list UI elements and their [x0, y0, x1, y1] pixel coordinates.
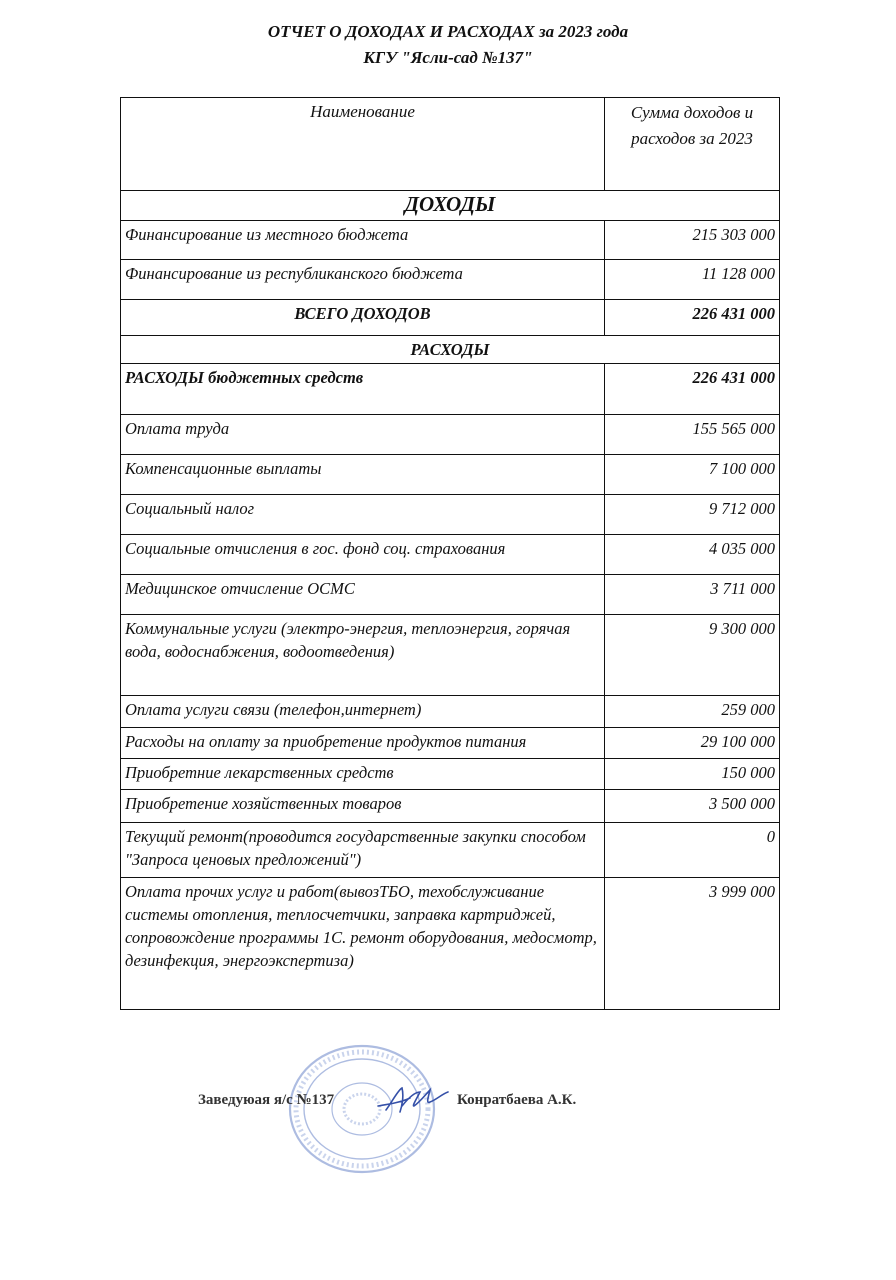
row-label: Расходы на оплату за приобретение продуктов питания [121, 728, 605, 759]
section-expense-row [121, 336, 780, 364]
row-label: Оплата услуги связи (телефон,интернет) [121, 696, 605, 728]
row-value: 3 999 000 [605, 878, 780, 1010]
row-value: 215 303 000 [605, 221, 780, 260]
row-label: Оплата прочих услуг и работ(вывозТБО, техобслуживание системы отопления, теплосчетчики, заправка картриджей, сопровождение программы 1С. ремонт оборудования, медосмотр, дезинфекция, энергоэкспертиза) [121, 878, 605, 1010]
row-label: Медицинское отчисление ОСМС [121, 575, 605, 615]
section-expense-title: РАСХОДЫ [121, 336, 780, 364]
table-row [121, 495, 780, 535]
table-row [121, 696, 780, 728]
table-row [121, 728, 780, 759]
row-label: Оплата труда [121, 415, 605, 455]
report-table [120, 97, 780, 1010]
column-header-sum: Сумма доходов и расходов за 2023 [605, 98, 780, 191]
expense-total-row [121, 364, 780, 415]
row-value: 9 300 000 [605, 615, 780, 696]
row-value: 0 [605, 823, 780, 878]
table-row [121, 823, 780, 878]
income-total-label: ВСЕГО ДОХОДОВ [121, 300, 605, 336]
row-label: Финансирование из местного бюджета [121, 221, 605, 260]
table-row [121, 260, 780, 300]
report-title: ОТЧЕТ О ДОХОДАХ И РАСХОДАХ за 2023 года [267, 22, 629, 41]
row-value: 155 565 000 [605, 415, 780, 455]
row-value: 259 000 [605, 696, 780, 728]
table-row [121, 415, 780, 455]
signature-icon [372, 1082, 452, 1118]
table-row [121, 790, 780, 823]
section-income-title: ДОХОДЫ [121, 191, 780, 221]
table-row [121, 615, 780, 696]
row-value: 150 000 [605, 759, 780, 790]
row-label: Социальный налог [121, 495, 605, 535]
row-value: 7 100 000 [605, 455, 780, 495]
table-header-row [121, 98, 780, 191]
row-value: 9 712 000 [605, 495, 780, 535]
table-row [121, 878, 780, 1010]
table-row [121, 575, 780, 615]
row-value: 3 711 000 [605, 575, 780, 615]
table-row [121, 759, 780, 790]
director-name: Конратбаева А.К. [457, 1092, 577, 1108]
row-label: Приобретние лекарственных средств [121, 759, 605, 790]
row-label: Приобретение хозяйственных товаров [121, 790, 605, 823]
row-value: 29 100 000 [605, 728, 780, 759]
row-value: 3 500 000 [605, 790, 780, 823]
row-value: 4 035 000 [605, 535, 780, 575]
section-income-row [121, 191, 780, 221]
table-row [121, 221, 780, 260]
row-value: 11 128 000 [605, 260, 780, 300]
column-header-name: Наименование [121, 98, 605, 191]
report-subtitle: КГУ "Ясли-сад №137" [363, 48, 533, 67]
row-label: Текущий ремонт(проводится государственные закупки способом "Запроса ценовых предложений") [121, 823, 605, 878]
row-label: Социальные отчисления в гос. фонд соц. страхования [121, 535, 605, 575]
expense-total-label: РАСХОДЫ бюджетных средств [121, 364, 605, 415]
table-row [121, 535, 780, 575]
table-row [121, 455, 780, 495]
income-total-row [121, 300, 780, 336]
row-label: Коммунальные услуги (электро-энергия, теплоэнергия, горячая вода, водоснабжения, водоотведения) [121, 615, 605, 696]
director-position: Заведуюая я/с №137 [198, 1092, 335, 1108]
row-label: Компенсационные выплаты [121, 455, 605, 495]
row-label: Финансирование из республиканского бюджета [121, 260, 605, 300]
income-total-value: 226 431 000 [605, 300, 780, 336]
expense-total-value: 226 431 000 [605, 364, 780, 415]
